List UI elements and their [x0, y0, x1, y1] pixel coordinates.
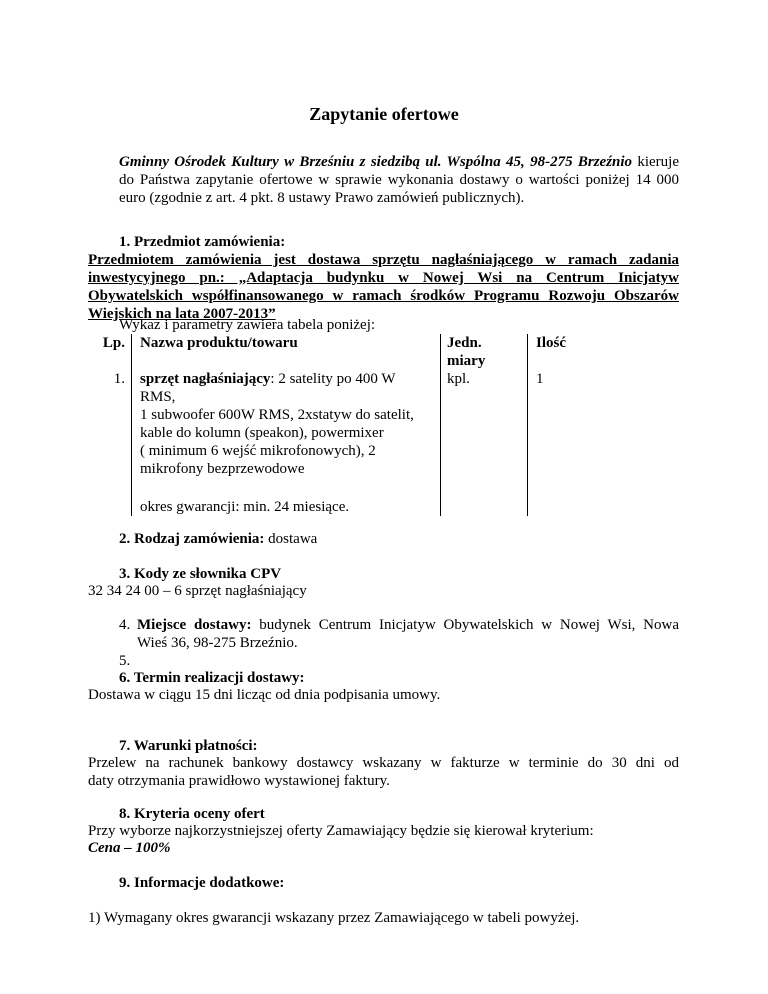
- sender-name: Gminny Ośrodek Kultury w Brześniu z siedzibą ul. Wspólna 45, 98-275 Brzeźnio: [119, 154, 633, 170]
- section-1-line: inwestycyjnego pn.: „Adaptacja budynku w Nowej Wsi na Centrum Inicjatyw: [88, 270, 679, 286]
- section-6-value: Dostawa w ciągu 15 dni licząc od dnia podpisania umowy.: [88, 687, 441, 703]
- header-unit-line2: miary: [447, 353, 486, 369]
- section-4-heading: Miejsce dostawy:: [137, 617, 252, 633]
- header-unit: [441, 334, 528, 370]
- section-8-line-1: Przy wyborze najkorzystniejszej oferty Zamawiający będzie się kierował kryterium:: [88, 823, 594, 839]
- row-unit: kpl.: [441, 370, 528, 516]
- section-4-line-2: Wieś 36, 98-275 Brzeźnio.: [137, 635, 298, 651]
- product-desc: : 2 satelity po 400 W: [270, 371, 396, 387]
- section-2: [119, 530, 317, 548]
- header-lp: Lp.: [83, 334, 132, 370]
- table-header-row: [83, 334, 656, 370]
- section-6-heading: 6. Termin realizacji dostawy:: [119, 670, 305, 686]
- warranty-text: okres gwarancji: min. 24 miesiące.: [140, 499, 350, 515]
- section-8-heading: 8. Kryteria oceny ofert: [119, 806, 265, 822]
- table-row: [83, 370, 656, 516]
- product-table: [83, 334, 656, 516]
- section-4: [137, 616, 679, 652]
- header-unit-line1: Jedn.: [447, 335, 482, 351]
- section-1-body: [88, 251, 679, 323]
- section-3-value: 32 34 24 00 – 6 sprzęt nagłaśniający: [88, 583, 307, 599]
- header-name: Nazwa produktu/towaru: [132, 334, 441, 370]
- section-8-criterion: Cena – 100%: [88, 840, 171, 856]
- section-9-item-1: 1) Wymagany okres gwarancji wskazany przez Zamawiającego w tabeli powyżej.: [88, 910, 580, 926]
- intro-text: kieruje: [632, 154, 679, 170]
- intro-paragraph: [119, 153, 679, 207]
- section-5-number: 5.: [119, 653, 131, 669]
- section-1-heading: 1. Przedmiot zamówienia:: [119, 234, 286, 250]
- product-name: sprzęt nagłaśniający: [140, 371, 271, 387]
- row-name: [132, 370, 441, 516]
- section-1-line: Wiejskich na lata 2007-2013”: [88, 306, 276, 322]
- table-caption: Wykaz i parametry zawiera tabela poniżej:: [119, 317, 376, 333]
- row-qty: 1: [536, 371, 544, 387]
- section-1-line: Przedmiotem zamówienia jest dostawa sprzętu nagłaśniającego w ramach zadania: [88, 252, 679, 268]
- section-7-line-1: Przelew na rachunek bankowy dostawcy wskazany w fakturze w terminie do 30 dni od: [88, 755, 679, 771]
- section-7-line-2: daty otrzymania prawidłowo wystawionej faktury.: [88, 773, 390, 789]
- header-qty: Ilość: [536, 335, 566, 351]
- page-title: Zapytanie ofertowe: [309, 104, 459, 124]
- product-desc: RMS,: [140, 389, 176, 405]
- section-1-line: Obywatelskich współfinansowanego w ramach środków Programu Rozwoju Obszarów: [88, 288, 679, 304]
- section-7-heading: 7. Warunki płatności:: [119, 738, 258, 754]
- section-3-heading: 3. Kody ze słownika CPV: [119, 566, 282, 582]
- section-4-text: budynek Centrum Inicjatyw Obywatelskich w Nowej Wsi, Nowa: [251, 617, 680, 633]
- product-desc: ( minimum 6 wejść mikrofonowych), 2: [140, 443, 376, 459]
- row-lp: 1.: [83, 370, 132, 516]
- section-7-body: [88, 754, 679, 790]
- section-9-heading: 9. Informacje dodatkowe:: [119, 875, 285, 891]
- section-2-value: dostawa: [264, 531, 318, 547]
- section-2-heading: 2. Rodzaj zamówienia:: [119, 531, 265, 547]
- product-desc: 1 subwoofer 600W RMS, 2xstatyw do satelit,: [140, 407, 414, 423]
- intro-line-3: euro (zgodnie z art. 4 pkt. 8 ustawy Prawo zamówień publicznych).: [119, 190, 525, 206]
- product-desc: mikrofony bezprzewodowe: [140, 461, 305, 477]
- section-4-number: 4.: [119, 617, 131, 633]
- product-desc: kable do kolumn (speakon), powermixer: [140, 425, 384, 441]
- intro-line-2: do Państwa zapytanie ofertowe w sprawie wykonania dostawy o wartości poniżej 14 000: [119, 172, 679, 188]
